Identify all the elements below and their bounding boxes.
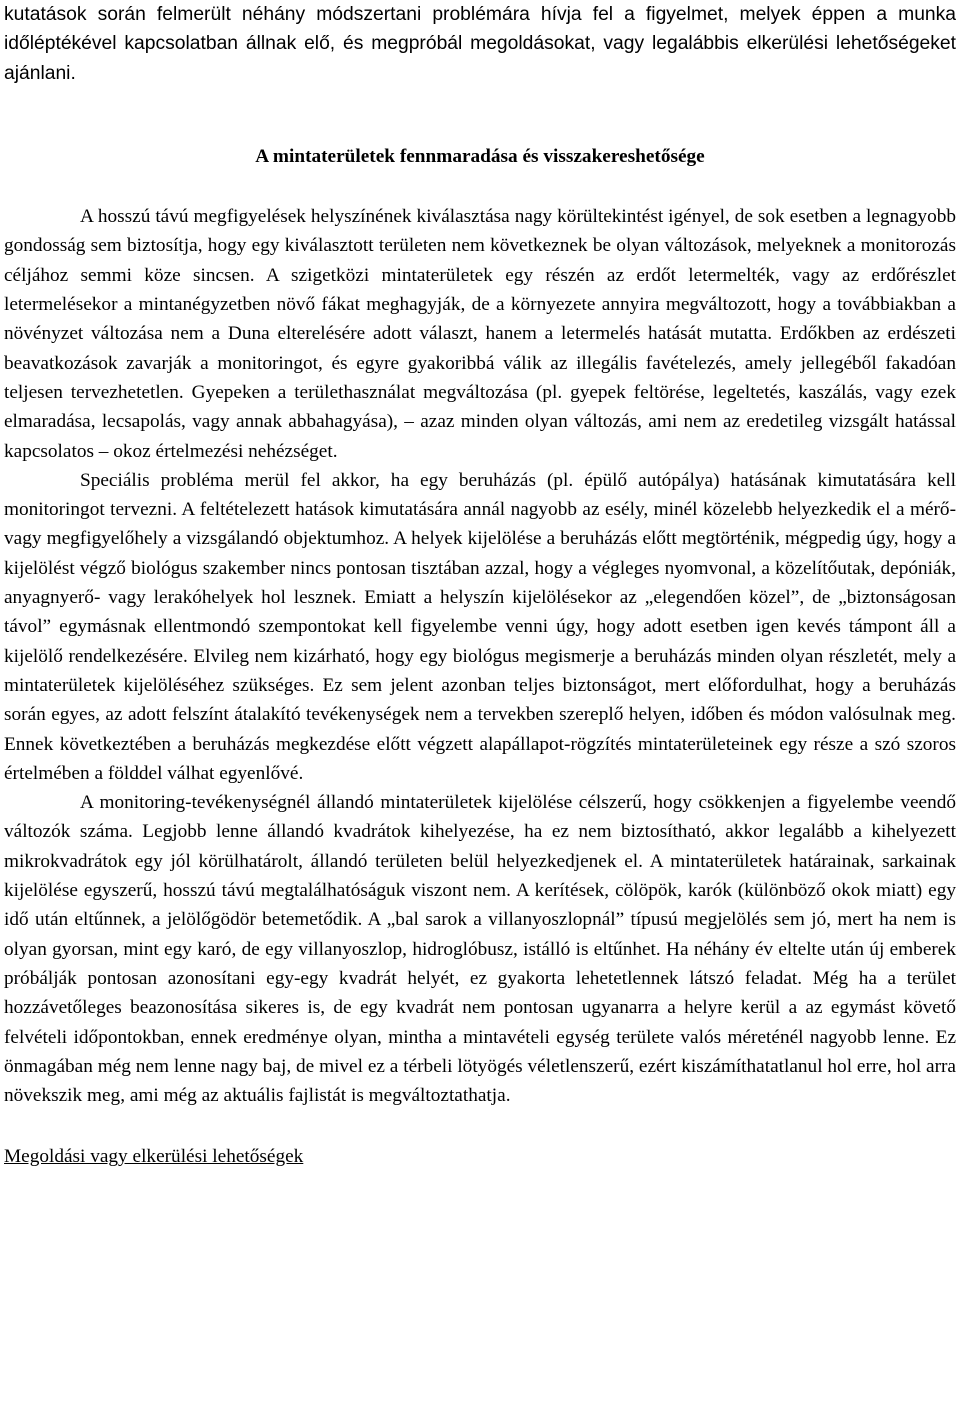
sub-heading: Megoldási vagy elkerülési lehetőségek <box>4 1146 304 1168</box>
body-paragraph-1: A hosszú távú megfigyelések helyszínének kiválasztása nagy körültekintést igényel, de sok esetben a legnagyobb gondosság sem biztosítja, hogy egy kiválasztott területen nem következnek be olyan változások, melyeknek a monitorozás céljához semmi köze sincsen. A szigetközi mintaterületek egy részén az erdőt letermelték, vagy az erdőrészlet letermelésekor a mintanégyzetben növő fákat meghagyják, de a környezete annyira megváltozott, hogy a továbbiakban a növényzet változása nem a Duna elterelésére adott választ, hanem a letermelés hatását mutatta. Erdőkben az erdészeti beavatkozások zavarják a monitoringot, és egyre gyakoribbá válik az illegális favételezés, amely jellegéből fakadóan teljesen tervezhetetlen. Gyepeken a területhasználat megváltozása (pl. gyepek feltörése, legeltetés, kaszálás, vagy ezek elmaradása, lecsapolás, vagy annak abbahagyása), – azaz minden olyan változás, ami nem az eredetileg vizsgált hatással kapcsolatos – okoz értelmezési nehézséget. <box>4 206 956 462</box>
body-paragraph-2: Speciális probléma merül fel akkor, ha egy beruházás (pl. épülő autópálya) hatásának kimutatására kell monitoringot tervezni. A feltételezett hatások kimutatására annál nagyobb az esély, minél közelebb helyezkedik el a mérő- vagy megfigyelőhely a vizsgálandó objektumhoz. A helyek kijelölése a beruházás előtt megtörténik, mégpedig úgy, hogy a kijelölést végző biológus szakember nincs pontosan tisztában azzal, hogy a végleges nyomvonal, a közelítőutak, depóniák, anyagnyerő- vagy lerakóhelyek hol lesznek. Emiatt a helyszín kijelölésekor az „elegendően közel”, de „biztonságosan távol” egymásnak ellentmondó szempontokat kell figyelembe venni úgy, hogy adott esetben igen kevés támpont áll a kijelölő rendelkezésére. Elvileg nem kizárható, hogy egy biológus megismerje a beruházás minden olyan részletét, mely a mintaterületek kijelöléséhez szükséges. Ez sem jelent azonban teljes biztonságot, mert előfordulhat, hogy a beruházás során egyes, az adott felszínt átalakító tevékenységek nem a tervekben szereplő helyen, időben és módon valósulnak meg. Ennek következtében a beruházás megkezdése előtt végzett alapállapot-rögzítés mintaterületeinek egy része a szó szoros értelmében a földdel válhat egyenlővé. <box>4 469 956 784</box>
body-paragraph-3: A monitoring-tevékenységnél állandó mintaterületek kijelölése célszerű, hogy csökkenjen a figyelembe veendő változók száma. Legjobb lenne állandó kvadrátok kihelyezése, ha ez nem biztosítható, akkor legalább a kihelyezett mikrokvadrátok egy jól körülhatárolt, állandó területen belül helyezkedjenek el. A mintaterületek határainak, sarkainak kijelölése egyszerű, hosszú távú megtalálhatóságuk viszont nem. A kerítések, cölöpök, karók (különböző okok miatt) egy idő után eltűnnek, a jelölőgödör betemetődik. A „bal sarok a villanyoszlopnál” típusú megjelölés sem jó, mert ha nem is olyan gyorsan, mint egy karó, de egy villanyoszlop, hidroglóbusz, istálló is eltűnhet. Ha néhány év eltelte után új emberek próbálják pontosan azonosítani egy-egy kvadrát helyét, ez gyakorta lehetetlennek látszó feladat. Még ha a terület hozzávetőleges beazonosítása sikeres is, de egy kvadrát nem pontosan ugyanarra a helyre kerül a az egymást követő felvételi időpontokban, ennek eredménye olyan, mintha a mintavételi egység területe valós méreténél nagyobb lenne. Ez önmagában még nem lenne nagy baj, de mivel ez a térbeli lötyögés véletlenszerű, ezért kiszámíthatatlanul hol erre, hol arra növekszik meg, ami még az aktuális fajlistát is megváltoztathatja. <box>4 792 956 1107</box>
document-page <box>4 0 956 1172</box>
intro-paragraph: kutatások során felmerült néhány módszertani problémára hívja fel a figyelmet, melyek éppen a munka időléptékével kapcsolatban állnak elő, és megpróbál megoldásokat, vagy legalábbis elkerülési lehetőségeket ajánlani. <box>4 4 956 84</box>
section-title: A mintaterületek fennmaradása és visszakereshetősége <box>255 145 705 167</box>
